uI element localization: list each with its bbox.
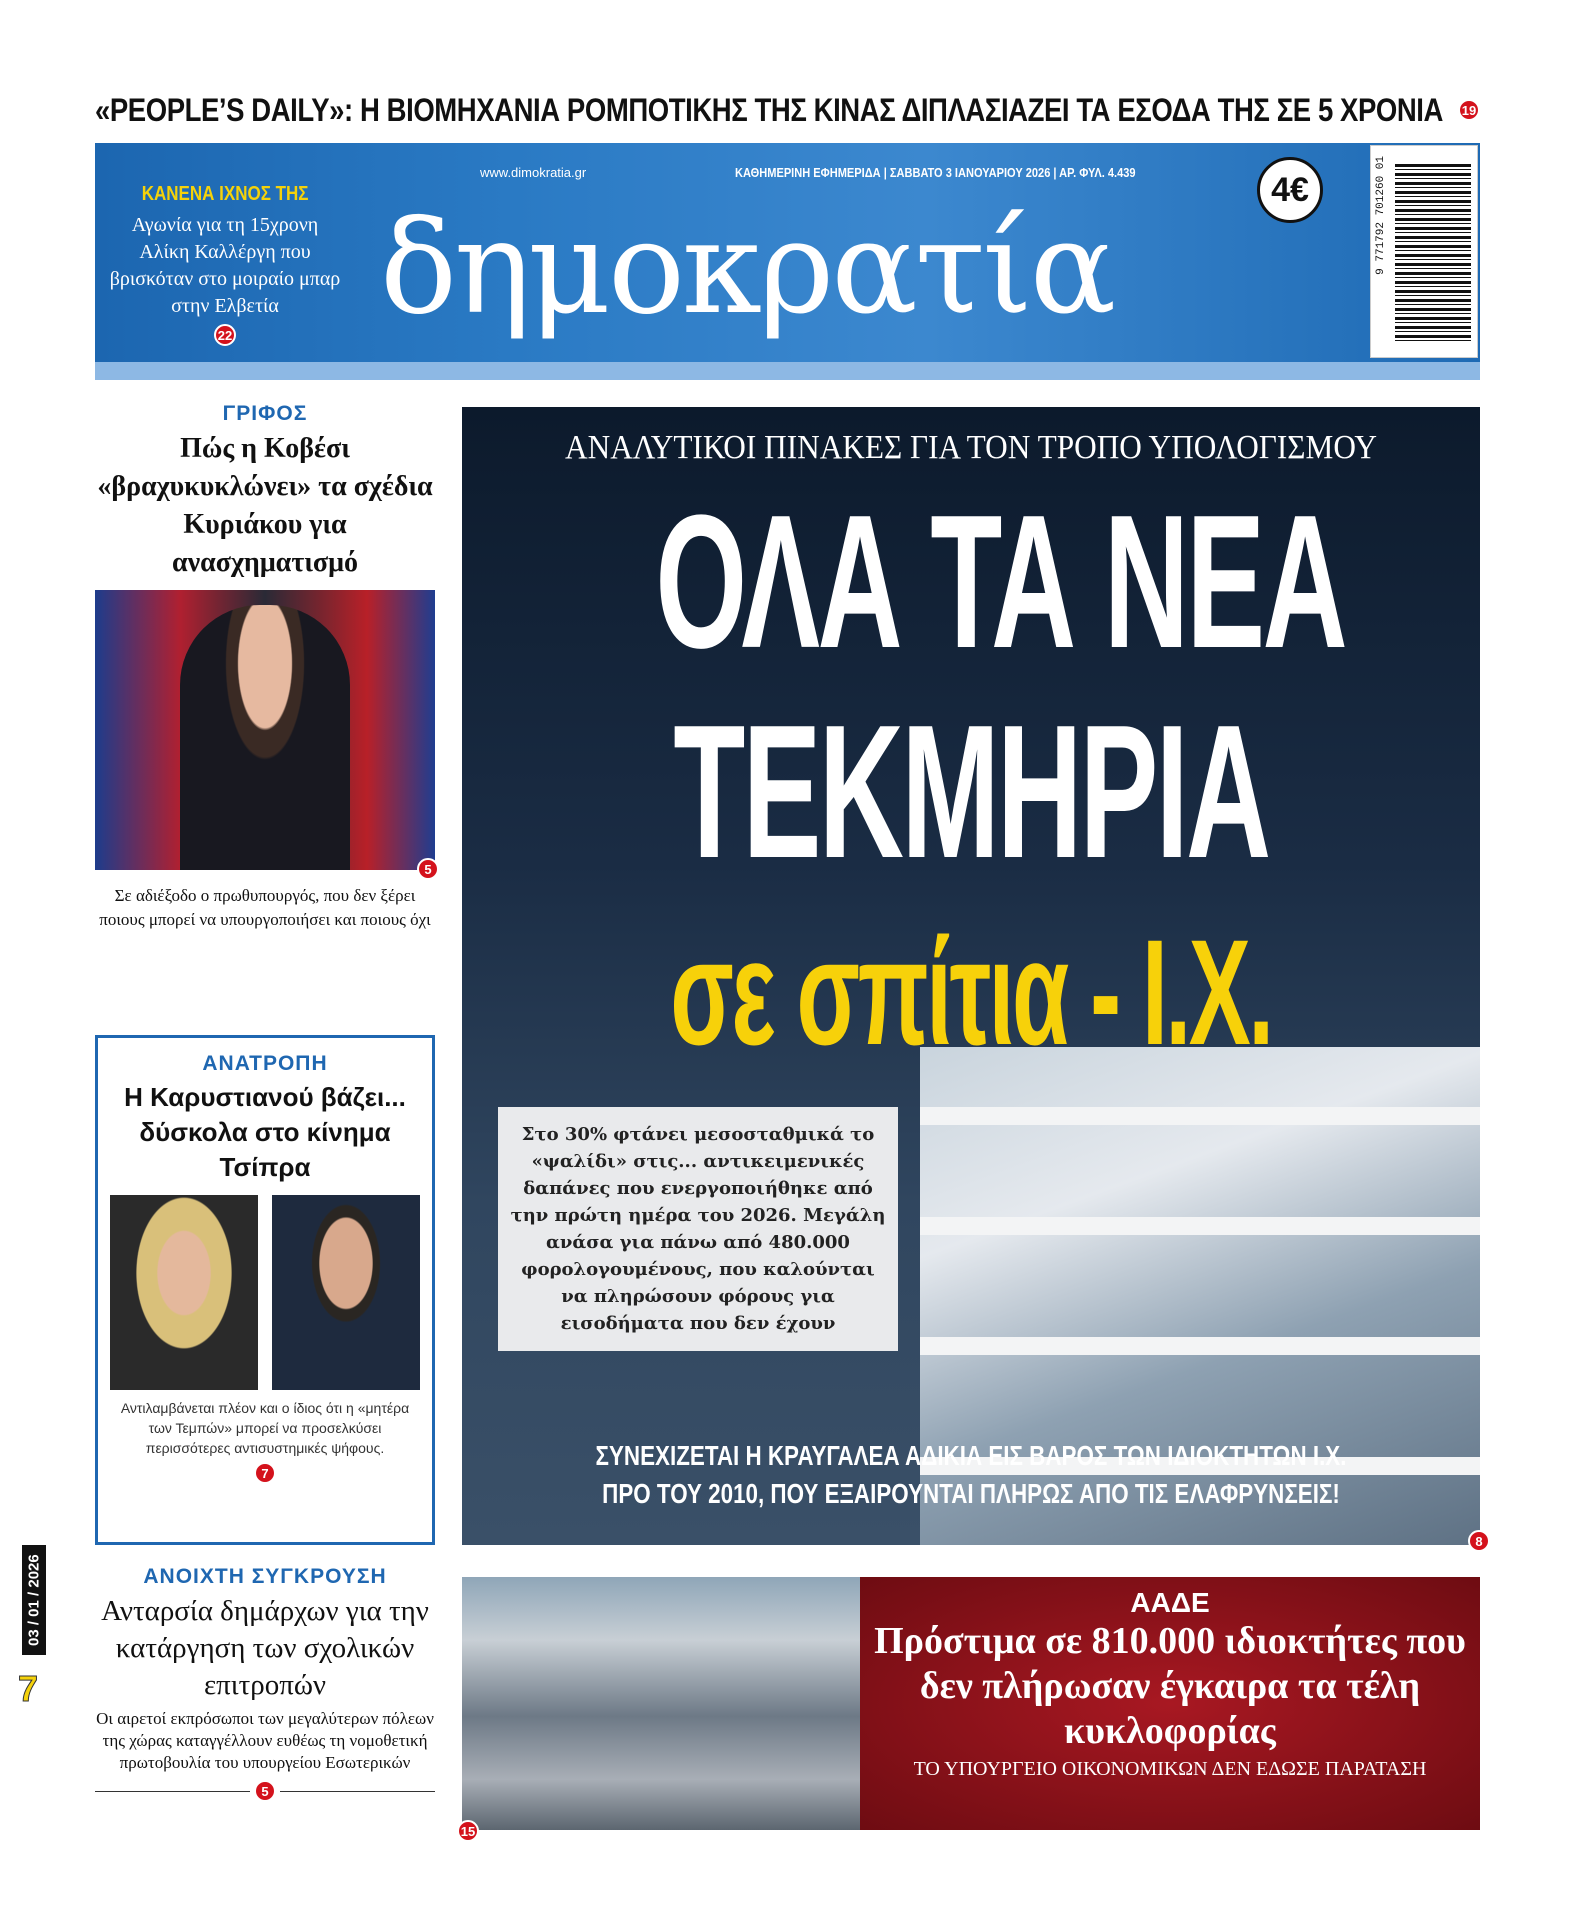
price-badge: 4€ <box>1257 157 1323 223</box>
page-ref-badge: 5 <box>254 1780 276 1802</box>
story-caption: Αντιλαμβάνεται πλέον και ο ίδιος ότι η «μητέρα των Τεμπών» μπορεί να προσελκύσει περισσότερες αντισυστημικές ψήφους. <box>120 1400 410 1456</box>
main-subhead: ΑΝΑΛΥΤΙΚΟΙ ΠΙΝΑΚΕΣ ΓΙΑ ΤΟΝ ΤΡΟΠΟ ΥΠΟΛΟΓΙΣΜΟΥ <box>565 429 1377 466</box>
teaser[interactable] <box>105 183 345 346</box>
logo[interactable]: δημοκρατία <box>380 194 1114 343</box>
story-headline[interactable]: Ανταρσία δημάρχων για την κατάργηση των σχολικών επιτροπών <box>101 1595 429 1701</box>
main-bottomline-1: ΣΥΝΕΧΙΖΕΤΑΙ Η ΚΡΑΥΓΑΛΕΑ ΑΔΙΚΙΑ ΕΙΣ ΒΑΡΟΣ ΤΩΝ ΙΔΙΟΚΤΗΤΩΝ Ι.Χ. <box>595 1440 1347 1471</box>
secondary-kicker: ΑΑΔΕ <box>1130 1587 1210 1618</box>
story-headline[interactable]: Η Καρυστιανού βάζει... δύσκολα στο κίνημα Τσίπρα <box>124 1082 406 1182</box>
page-ref-badge: 8 <box>1468 1530 1490 1552</box>
story-box <box>95 1035 435 1545</box>
page-number: 7 <box>18 1668 39 1709</box>
story-caption: Σε αδιέξοδο ο πρωθυπουργός, που δεν ξέρει ποιους μπορεί να υπουργοποιήσει και ποιους όχι <box>99 886 431 929</box>
photo-tsipras <box>272 1195 420 1390</box>
secondary-headline: Πρόστιμα σε 810.000 ιδιοκτήτες που δεν πλήρωσαν έγκαιρα τα τέλη κυκλοφορίας <box>874 1620 1466 1752</box>
story-1 <box>95 402 435 932</box>
divider-line <box>280 1791 435 1792</box>
teaser-text[interactable]: Αγωνία για τη 15χρονη Αλίκη Καλλέργη που βρισκόταν στο μοιραίο μπαρ στην Ελβετία <box>109 214 341 317</box>
page-ref-badge: 22 <box>214 324 236 346</box>
masthead-stripe <box>95 362 1480 380</box>
divider-line <box>95 1791 250 1792</box>
photos <box>110 1195 420 1390</box>
main-bottomline <box>462 1437 1480 1513</box>
story-caption: Οι αιρετοί εκπρόσωποι των μεγαλύτερων πόλεων της χώρας καταγγέλλουν ευθέως τη νομοθετική πρωτοβουλία του υπουργείου Εσωτερικών <box>96 1709 434 1772</box>
secondary-subline: ΤΟ ΥΠΟΥΡΓΕΙΟ ΟΙΚΟΝΟΜΙΚΩΝ ΔΕΝ ΕΔΩΣΕ ΠΑΡΑΤΑΣΗ <box>913 1758 1427 1780</box>
dateline: ΚΑΘΗΜΕΡΙΝΗ ΕΦΗΜΕΡΙΔΑ | ΣΑΒΒΑΤΟ 3 ΙΑΝΟΥΑΡΙΟΥ 2026 | ΑΡ. ΦΥΛ. 4.439 <box>735 165 1136 180</box>
main-story[interactable] <box>462 407 1480 1545</box>
main-bottomline-2: ΠΡΟ ΤΟΥ 2010, ΠΟΥ ΕΞΑΙΡΟΥΝΤΑΙ ΠΛΗΡΩΣ ΑΠΟ ΤΙΣ ΕΛΑΦΡΥΝΣΕΙΣ! <box>602 1478 1340 1509</box>
main-headline-line2: ΤΕΚΜΗΡΙΑ <box>673 686 1269 898</box>
main-headline-line3: σε σπίτια - Ι.Χ. <box>670 908 1272 1076</box>
story-kicker: ΑΝΟΙΧΤΗ ΣΥΓΚΡΟΥΣΗ <box>143 1565 387 1588</box>
top-headline[interactable]: «PEOPLE’S DAILY»: Η ΒΙΟΜΗΧΑΝΙΑ ΡΟΜΠΟΤΙΚΗΣ ΤΗΣ ΚΙΝΑΣ ΔΙΠΛΑΣΙΑΖΕΙ ΤΑ ΕΣΟΔΑ ΤΗΣ ΣΕ 5 ΧΡΟΝΙΑ <box>95 92 1443 128</box>
barcode-number: 9 771792 701260 01 <box>1375 156 1387 275</box>
masthead <box>95 143 1480 380</box>
story-kicker: ΑΝΑΤΡΟΠΗ <box>202 1052 328 1075</box>
story-kicker: ΓΡΙΦΟΣ <box>222 402 308 425</box>
main-summary: Στο 30% φτάνει μεσοσταθμικά το «ψαλίδι» στις... αντικειμενικές δαπάνες που ενεργοποιήθηκε από την πρώτη ημέρα του 2026. Μεγάλη ανάσα για πάνω από 480.000 φορολογουμένους, που καλούνται να πληρώσουν φόρους για εισοδήματα που δεν έχουν <box>498 1107 898 1351</box>
page-ref-badge: 19 <box>1458 99 1480 121</box>
person-figure <box>180 605 350 870</box>
teaser-kicker: ΚΑΝΕΝΑ ΙΧΝΟΣ ΤΗΣ <box>141 183 309 205</box>
divider <box>95 1780 435 1802</box>
traffic-photo <box>462 1577 862 1830</box>
story-3 <box>95 1565 435 1802</box>
story-headline[interactable]: Πώς η Κοβέσι «βραχυκυκλώνει» τα σχέδια Κυριάκου για ανασχηματισμό <box>97 433 433 578</box>
barcode-bars <box>1395 164 1471 342</box>
website-url[interactable]: www.dimokratia.gr <box>480 165 587 180</box>
secondary-story[interactable] <box>860 1577 1480 1830</box>
photo-karystianou <box>110 1195 258 1390</box>
story-photo <box>95 590 435 877</box>
side-date: 03 / 01 / 2026 <box>22 1545 46 1655</box>
page-ref-badge: 15 <box>457 1820 479 1842</box>
barcode <box>1370 145 1478 358</box>
main-headline-line1: ΟΛΑ ΤΑ ΝΕΑ <box>655 476 1346 688</box>
page-ref-badge: 5 <box>417 858 439 880</box>
page-ref-badge: 7 <box>254 1462 276 1484</box>
